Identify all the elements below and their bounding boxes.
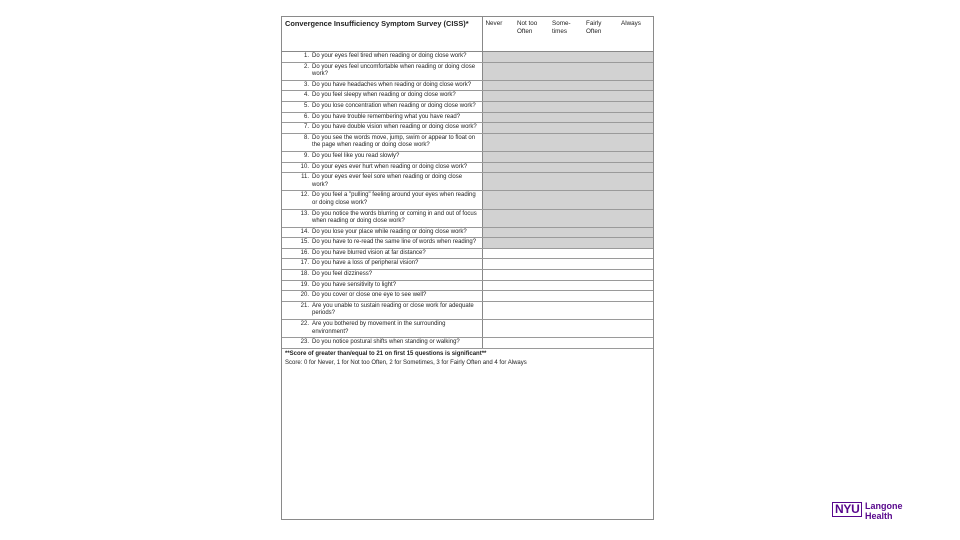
answer-cell[interactable] (618, 80, 653, 91)
ciss-survey-form (281, 16, 654, 520)
question-row (282, 238, 653, 249)
question-cell (282, 62, 482, 80)
answer-cell[interactable] (482, 291, 514, 302)
answer-cell[interactable] (514, 133, 549, 151)
answer-cell[interactable] (618, 209, 653, 227)
answer-cell[interactable] (618, 291, 653, 302)
question-number: 23. (300, 339, 309, 346)
question-row (282, 270, 653, 281)
survey-table (282, 17, 653, 349)
question-number: 21. (300, 302, 309, 309)
logo-line-2: Health (865, 511, 893, 521)
answer-cell[interactable] (549, 123, 583, 134)
answer-cell[interactable] (618, 162, 653, 173)
question-number: 6. (303, 113, 309, 120)
answer-cell[interactable] (549, 112, 583, 123)
question-number: 12. (300, 192, 309, 199)
answer-cell[interactable] (618, 91, 653, 102)
answer-cell[interactable] (549, 101, 583, 112)
answer-cell[interactable] (514, 112, 549, 123)
answer-cell[interactable] (618, 52, 653, 63)
question-row (282, 162, 653, 173)
question-cell (282, 191, 482, 209)
answer-cell[interactable] (583, 238, 618, 249)
question-text: Do you feel sleepy when reading or doing close work? (312, 92, 456, 99)
question-cell (282, 123, 482, 134)
answer-cell[interactable] (583, 133, 618, 151)
option-never: Never (482, 17, 514, 52)
logo-mark: NYU (832, 502, 862, 517)
answer-cell[interactable] (482, 270, 514, 281)
question-cell (282, 291, 482, 302)
question-row (282, 62, 653, 80)
question-number: 11. (301, 174, 309, 181)
answer-cell[interactable] (549, 62, 583, 80)
question-number: 1. (303, 53, 309, 59)
answer-cell[interactable] (583, 101, 618, 112)
question-number: 9. (303, 152, 309, 159)
answer-cell[interactable] (514, 320, 549, 338)
answer-cell[interactable] (549, 52, 583, 63)
question-number: 2. (303, 63, 309, 70)
answer-cell[interactable] (514, 238, 549, 249)
question-text: Do you lose your place while reading or doing close work? (312, 228, 467, 235)
question-row (282, 80, 653, 91)
nyu-langone-logo (832, 499, 916, 529)
answer-cell[interactable] (482, 62, 514, 80)
answer-cell[interactable] (549, 338, 583, 349)
answer-cell[interactable] (514, 91, 549, 102)
answer-cell[interactable] (514, 173, 549, 191)
answer-cell[interactable] (583, 123, 618, 134)
question-row (282, 227, 653, 238)
answer-cell[interactable] (549, 320, 583, 338)
answer-cell[interactable] (618, 301, 653, 319)
question-text: Do you have a loss of peripheral vision? (312, 260, 419, 267)
question-row (282, 112, 653, 123)
question-text: Do you have double vision when reading or doing close work? (312, 124, 477, 131)
answer-cell[interactable] (482, 52, 514, 63)
logo-line-1: Langone (865, 501, 903, 511)
answer-cell[interactable] (482, 133, 514, 151)
answer-cell[interactable] (482, 151, 514, 162)
answer-cell[interactable] (583, 280, 618, 291)
answer-cell[interactable] (583, 301, 618, 319)
header-row (282, 17, 653, 52)
question-cell (282, 238, 482, 249)
question-row (282, 173, 653, 191)
question-number: 5. (303, 102, 309, 109)
answer-cell[interactable] (482, 173, 514, 191)
answer-cell[interactable] (618, 62, 653, 80)
answer-cell[interactable] (549, 280, 583, 291)
answer-cell[interactable] (583, 338, 618, 349)
answer-cell[interactable] (482, 259, 514, 270)
question-text: Do you notice postural shifts when standing or walking? (312, 339, 460, 346)
answer-cell[interactable] (514, 123, 549, 134)
answer-cell[interactable] (549, 248, 583, 259)
question-text: Do you feel dizziness? (312, 271, 373, 278)
question-text: Do you notice the words blurring or coming in and out of focus when reading or doing close work? (312, 210, 477, 225)
question-number: 13. (300, 210, 309, 217)
question-cell (282, 320, 482, 338)
answer-cell[interactable] (618, 320, 653, 338)
answer-cell[interactable] (618, 259, 653, 270)
answer-cell[interactable] (618, 191, 653, 209)
question-cell (282, 162, 482, 173)
answer-cell[interactable] (482, 209, 514, 227)
question-row (282, 291, 653, 302)
answer-cell[interactable] (514, 338, 549, 349)
answer-cell[interactable] (583, 173, 618, 191)
answer-cell[interactable] (482, 112, 514, 123)
survey-title: Convergence Insufficiency Symptom Survey (CISS)* (282, 17, 482, 52)
question-cell (282, 301, 482, 319)
question-row (282, 191, 653, 209)
question-row (282, 209, 653, 227)
answer-cell[interactable] (514, 280, 549, 291)
answer-cell[interactable] (618, 338, 653, 349)
answer-cell[interactable] (549, 270, 583, 281)
answer-cell[interactable] (583, 259, 618, 270)
answer-cell[interactable] (549, 173, 583, 191)
question-text: Are you unable to sustain reading or close work for adequate periods? (312, 302, 474, 317)
option-fairly-often: Fairly Often (583, 17, 618, 52)
question-row (282, 52, 653, 63)
answer-cell[interactable] (482, 301, 514, 319)
question-text: Do you have trouble remembering what you have read? (312, 113, 461, 120)
answer-cell[interactable] (514, 191, 549, 209)
answer-cell[interactable] (583, 112, 618, 123)
answer-cell[interactable] (482, 191, 514, 209)
answer-cell[interactable] (482, 227, 514, 238)
question-cell (282, 280, 482, 291)
question-number: 3. (303, 81, 309, 88)
answer-cell[interactable] (618, 112, 653, 123)
question-cell (282, 248, 482, 259)
question-cell (282, 227, 482, 238)
answer-cell[interactable] (549, 80, 583, 91)
question-cell (282, 91, 482, 102)
question-row (282, 151, 653, 162)
question-number: 4. (303, 92, 309, 99)
answer-cell[interactable] (549, 259, 583, 270)
answer-cell[interactable] (618, 227, 653, 238)
answer-cell[interactable] (549, 133, 583, 151)
answer-cell[interactable] (618, 248, 653, 259)
answer-cell[interactable] (514, 162, 549, 173)
question-row (282, 101, 653, 112)
answer-cell[interactable] (583, 62, 618, 80)
option-not-too-often: Not too Often (514, 17, 549, 52)
question-cell (282, 209, 482, 227)
answer-cell[interactable] (482, 320, 514, 338)
answer-cell[interactable] (618, 101, 653, 112)
answer-cell[interactable] (618, 280, 653, 291)
scoring-note: Score: 0 for Never, 1 for Not too Often, 2 for Sometimes, 3 for Fairly Often and 4 for Always (285, 359, 527, 366)
question-text: Do your eyes ever hurt when reading or doing close work? (312, 163, 468, 170)
question-cell (282, 80, 482, 91)
question-row (282, 338, 653, 349)
question-row (282, 320, 653, 338)
question-row (282, 91, 653, 102)
question-number: 17. (300, 260, 309, 267)
answer-cell[interactable] (583, 80, 618, 91)
question-text: Do you feel like you read slowly? (312, 152, 400, 159)
significance-note: **Score of greater than/equal to 21 on first 15 questions is significant** (285, 350, 487, 357)
answer-cell[interactable] (549, 291, 583, 302)
question-row (282, 301, 653, 319)
answer-cell[interactable] (618, 133, 653, 151)
answer-cell[interactable] (618, 238, 653, 249)
question-text: Do your eyes feel tired when reading or doing close work? (312, 53, 467, 59)
answer-cell[interactable] (618, 270, 653, 281)
answer-cell[interactable] (514, 62, 549, 80)
answer-cell[interactable] (549, 162, 583, 173)
question-number: 22. (300, 321, 309, 328)
answer-cell[interactable] (514, 227, 549, 238)
question-text: Are you bothered by movement in the surrounding environment? (312, 321, 446, 335)
answer-cell[interactable] (583, 291, 618, 302)
answer-cell[interactable] (618, 151, 653, 162)
question-number: 7. (303, 124, 309, 131)
answer-cell[interactable] (514, 151, 549, 162)
question-text: Do you lose concentration when reading or doing close work? (312, 102, 476, 109)
question-cell (282, 101, 482, 112)
answer-cell[interactable] (549, 301, 583, 319)
answer-cell[interactable] (583, 248, 618, 259)
answer-cell[interactable] (482, 338, 514, 349)
question-row (282, 280, 653, 291)
answer-cell[interactable] (482, 123, 514, 134)
answer-cell[interactable] (514, 270, 549, 281)
answer-cell[interactable] (482, 280, 514, 291)
answer-cell[interactable] (583, 151, 618, 162)
question-row (282, 123, 653, 134)
answer-cell[interactable] (514, 101, 549, 112)
question-cell (282, 338, 482, 349)
answer-cell[interactable] (482, 91, 514, 102)
question-text: Do you have blurred vision at far distance? (312, 249, 426, 256)
question-cell (282, 173, 482, 191)
answer-cell[interactable] (583, 209, 618, 227)
answer-cell[interactable] (549, 91, 583, 102)
question-text: Do you have to re-read the same line of words when reading? (312, 239, 477, 246)
option-always: Always (618, 17, 653, 52)
answer-cell[interactable] (618, 173, 653, 191)
answer-cell[interactable] (583, 91, 618, 102)
answer-cell[interactable] (583, 52, 618, 63)
answer-cell[interactable] (583, 270, 618, 281)
question-text: Do you cover or close one eye to see well? (312, 292, 427, 299)
answer-cell[interactable] (583, 191, 618, 209)
question-number: 19. (300, 281, 309, 288)
question-number: 16. (300, 249, 309, 256)
answer-cell[interactable] (514, 301, 549, 319)
answer-cell[interactable] (482, 162, 514, 173)
question-number: 18. (300, 271, 309, 278)
answer-cell[interactable] (514, 80, 549, 91)
answer-cell[interactable] (618, 123, 653, 134)
question-cell (282, 259, 482, 270)
answer-cell[interactable] (482, 101, 514, 112)
question-number: 8. (303, 134, 309, 141)
question-text: Do your eyes ever feel sore when reading or doing close work? (312, 174, 463, 188)
answer-cell[interactable] (514, 259, 549, 270)
answer-cell[interactable] (549, 238, 583, 249)
answer-cell[interactable] (514, 52, 549, 63)
answer-cell[interactable] (482, 80, 514, 91)
question-row (282, 133, 653, 151)
question-text: Do you feel a "pulling" feeling around your eyes when reading or doing close work? (312, 192, 476, 206)
question-number: 14. (300, 228, 309, 235)
answer-cell[interactable] (482, 238, 514, 249)
answer-cell[interactable] (549, 151, 583, 162)
question-cell (282, 52, 482, 63)
question-number: 20. (300, 292, 309, 299)
answer-cell[interactable] (549, 227, 583, 238)
question-number: 15. (300, 239, 309, 246)
answer-cell[interactable] (549, 191, 583, 209)
answer-cell[interactable] (583, 320, 618, 338)
answer-cell[interactable] (514, 209, 549, 227)
question-text: Do your eyes feel uncomfortable when reading or doing close work? (312, 63, 476, 78)
question-cell (282, 112, 482, 123)
answer-cell[interactable] (514, 291, 549, 302)
question-cell (282, 133, 482, 151)
answer-cell[interactable] (583, 162, 618, 173)
option-sometimes: Some-times (549, 17, 583, 52)
question-row (282, 248, 653, 259)
question-text: Do you have sensitivity to light? (312, 281, 397, 288)
question-row (282, 259, 653, 270)
answer-cell[interactable] (482, 248, 514, 259)
answer-cell[interactable] (583, 227, 618, 238)
answer-cell[interactable] (514, 248, 549, 259)
question-cell (282, 270, 482, 281)
question-list (282, 52, 653, 349)
question-cell (282, 151, 482, 162)
question-number: 10. (300, 163, 309, 170)
answer-cell[interactable] (549, 209, 583, 227)
question-text: Do you see the words move, jump, swim or appear to float on the page when reading or doing close work? (312, 134, 476, 149)
question-text: Do you have headaches when reading or doing close work? (312, 81, 472, 88)
